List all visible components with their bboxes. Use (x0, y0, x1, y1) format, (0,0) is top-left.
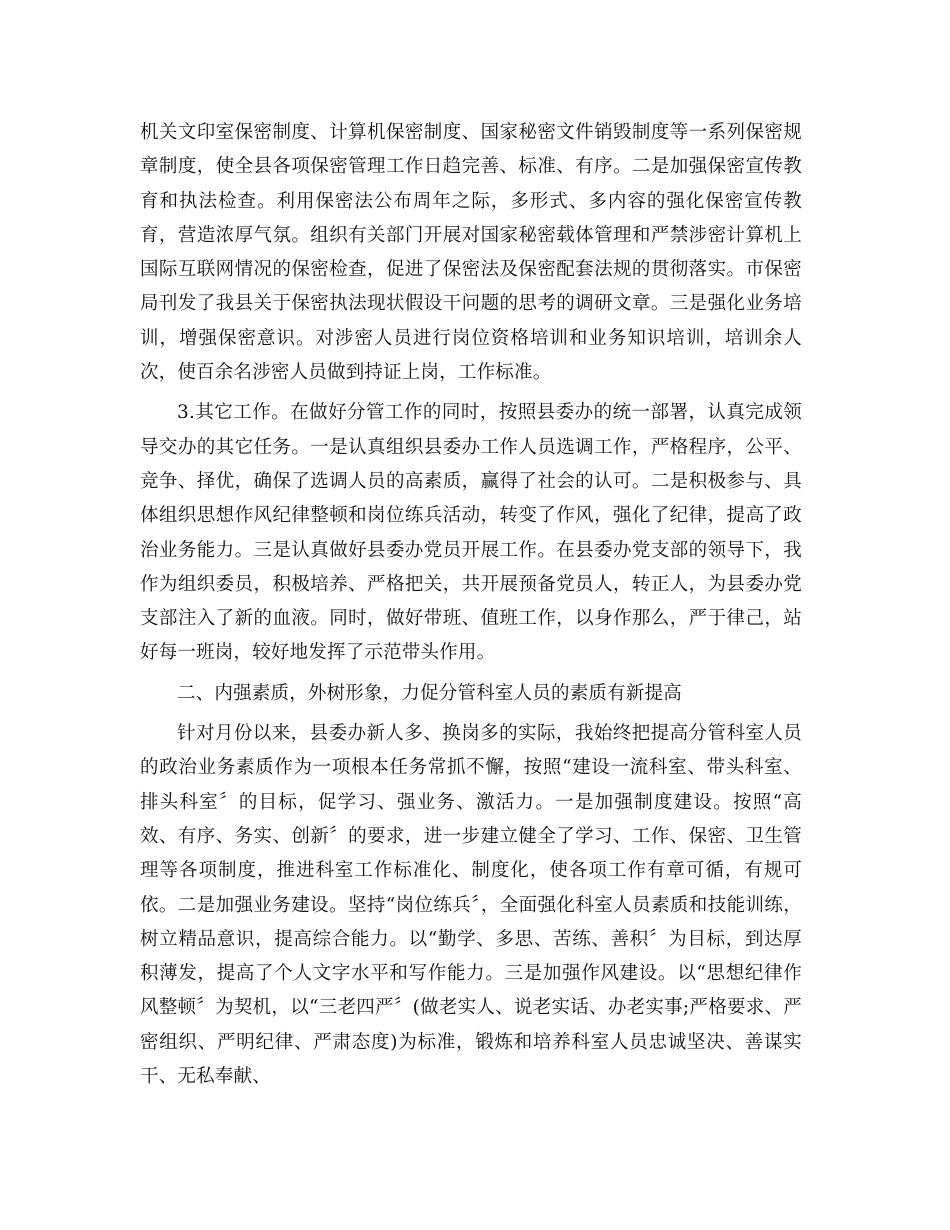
paragraph-1: 机关文印室保密制度、计算机保密制度、国家秘密文件销毁制度等一系列保密规章制度，使全县各项保密管理工作日趋完善、标准、有序。二是加强保密宣传教育和执法检查。利用保密法公布周年之际，多形式、多内容的强化保密宣传教育，营造浓厚气氛。组织有关部门开展对国家秘密载体管理和严禁涉密计算机上国际互联网情况的保密检查，促进了保密法及保密配套法规的贯彻落实。市保密局刊发了我县关于保密执法现状假设干问题的思考的调研文章。三是强化业务培训，增强保密意识。对涉密人员进行岗位资格培训和业务知识培训，培训余人次，使百余名涉密人员做到持证上岗，工作标准。 (140, 122, 802, 384)
paragraph-2: 3.其它工作。在做好分管工作的同时，按照县委办的统一部署，认真完成领导交办的其它任务。一是认真组织县委办工作人员选调工作，严格程序，公平、竞争、择优，确保了选调人员的高素质，赢得了社会的认可。二是积极参与、具体组织思想作风纪律整顿和岗位练兵活动，转变了作风，强化了纪律，提高了政治业务能力。三是认真做好县委办党员开展工作。在县委办党支部的领导下，我作为组织委员，积极培养、严格把关，共开展预备党员人，转正人，为县委办党支部注入了新的血液。同时，做好带班、值班工作，以身作那么，严于律己，站好每一班岗，较好地发挥了示范带头作用。 (140, 402, 802, 664)
paragraph-3: 针对月份以来，县委办新人多、换岗多的实际，我始终把提高分管科室人员的政治业务素质作为一项根本任务常抓不懈，按照“建设一流科室、带头科室、排头科室〞的目标，促学习、强业务、激活力。一是加强制度建设。按照“高效、有序、务实、创新〞的要求，进一步建立健全了学习、工作、保密、卫生管理等各项制度，推进科室工作标准化、制度化，使各项工作有章可循，有规可依。二是加强业务建设。坚持“岗位练兵〞，全面强化科室人员素质和技能训练，树立精品意识，提高综合能力。以“勤学、多思、苦练、善积〞为目标，到达厚积薄发，提高了个人文字水平和写作能力。三是加强作风建设。以“思想纪律作风整顿〞为契机，以“三老四严〞(做老实人、说老实话、办老实事;严格要求、严密组织、严明纪律、严肃态度)为标准，锻炼和培养科室人员忠诚坚决、善谋实干、无私奉献、 (140, 723, 802, 1088)
document-page (140, 116, 802, 1094)
section-heading: 二、内强素质，外树形象，力促分管科室人员的素质有新提高 (177, 682, 682, 704)
